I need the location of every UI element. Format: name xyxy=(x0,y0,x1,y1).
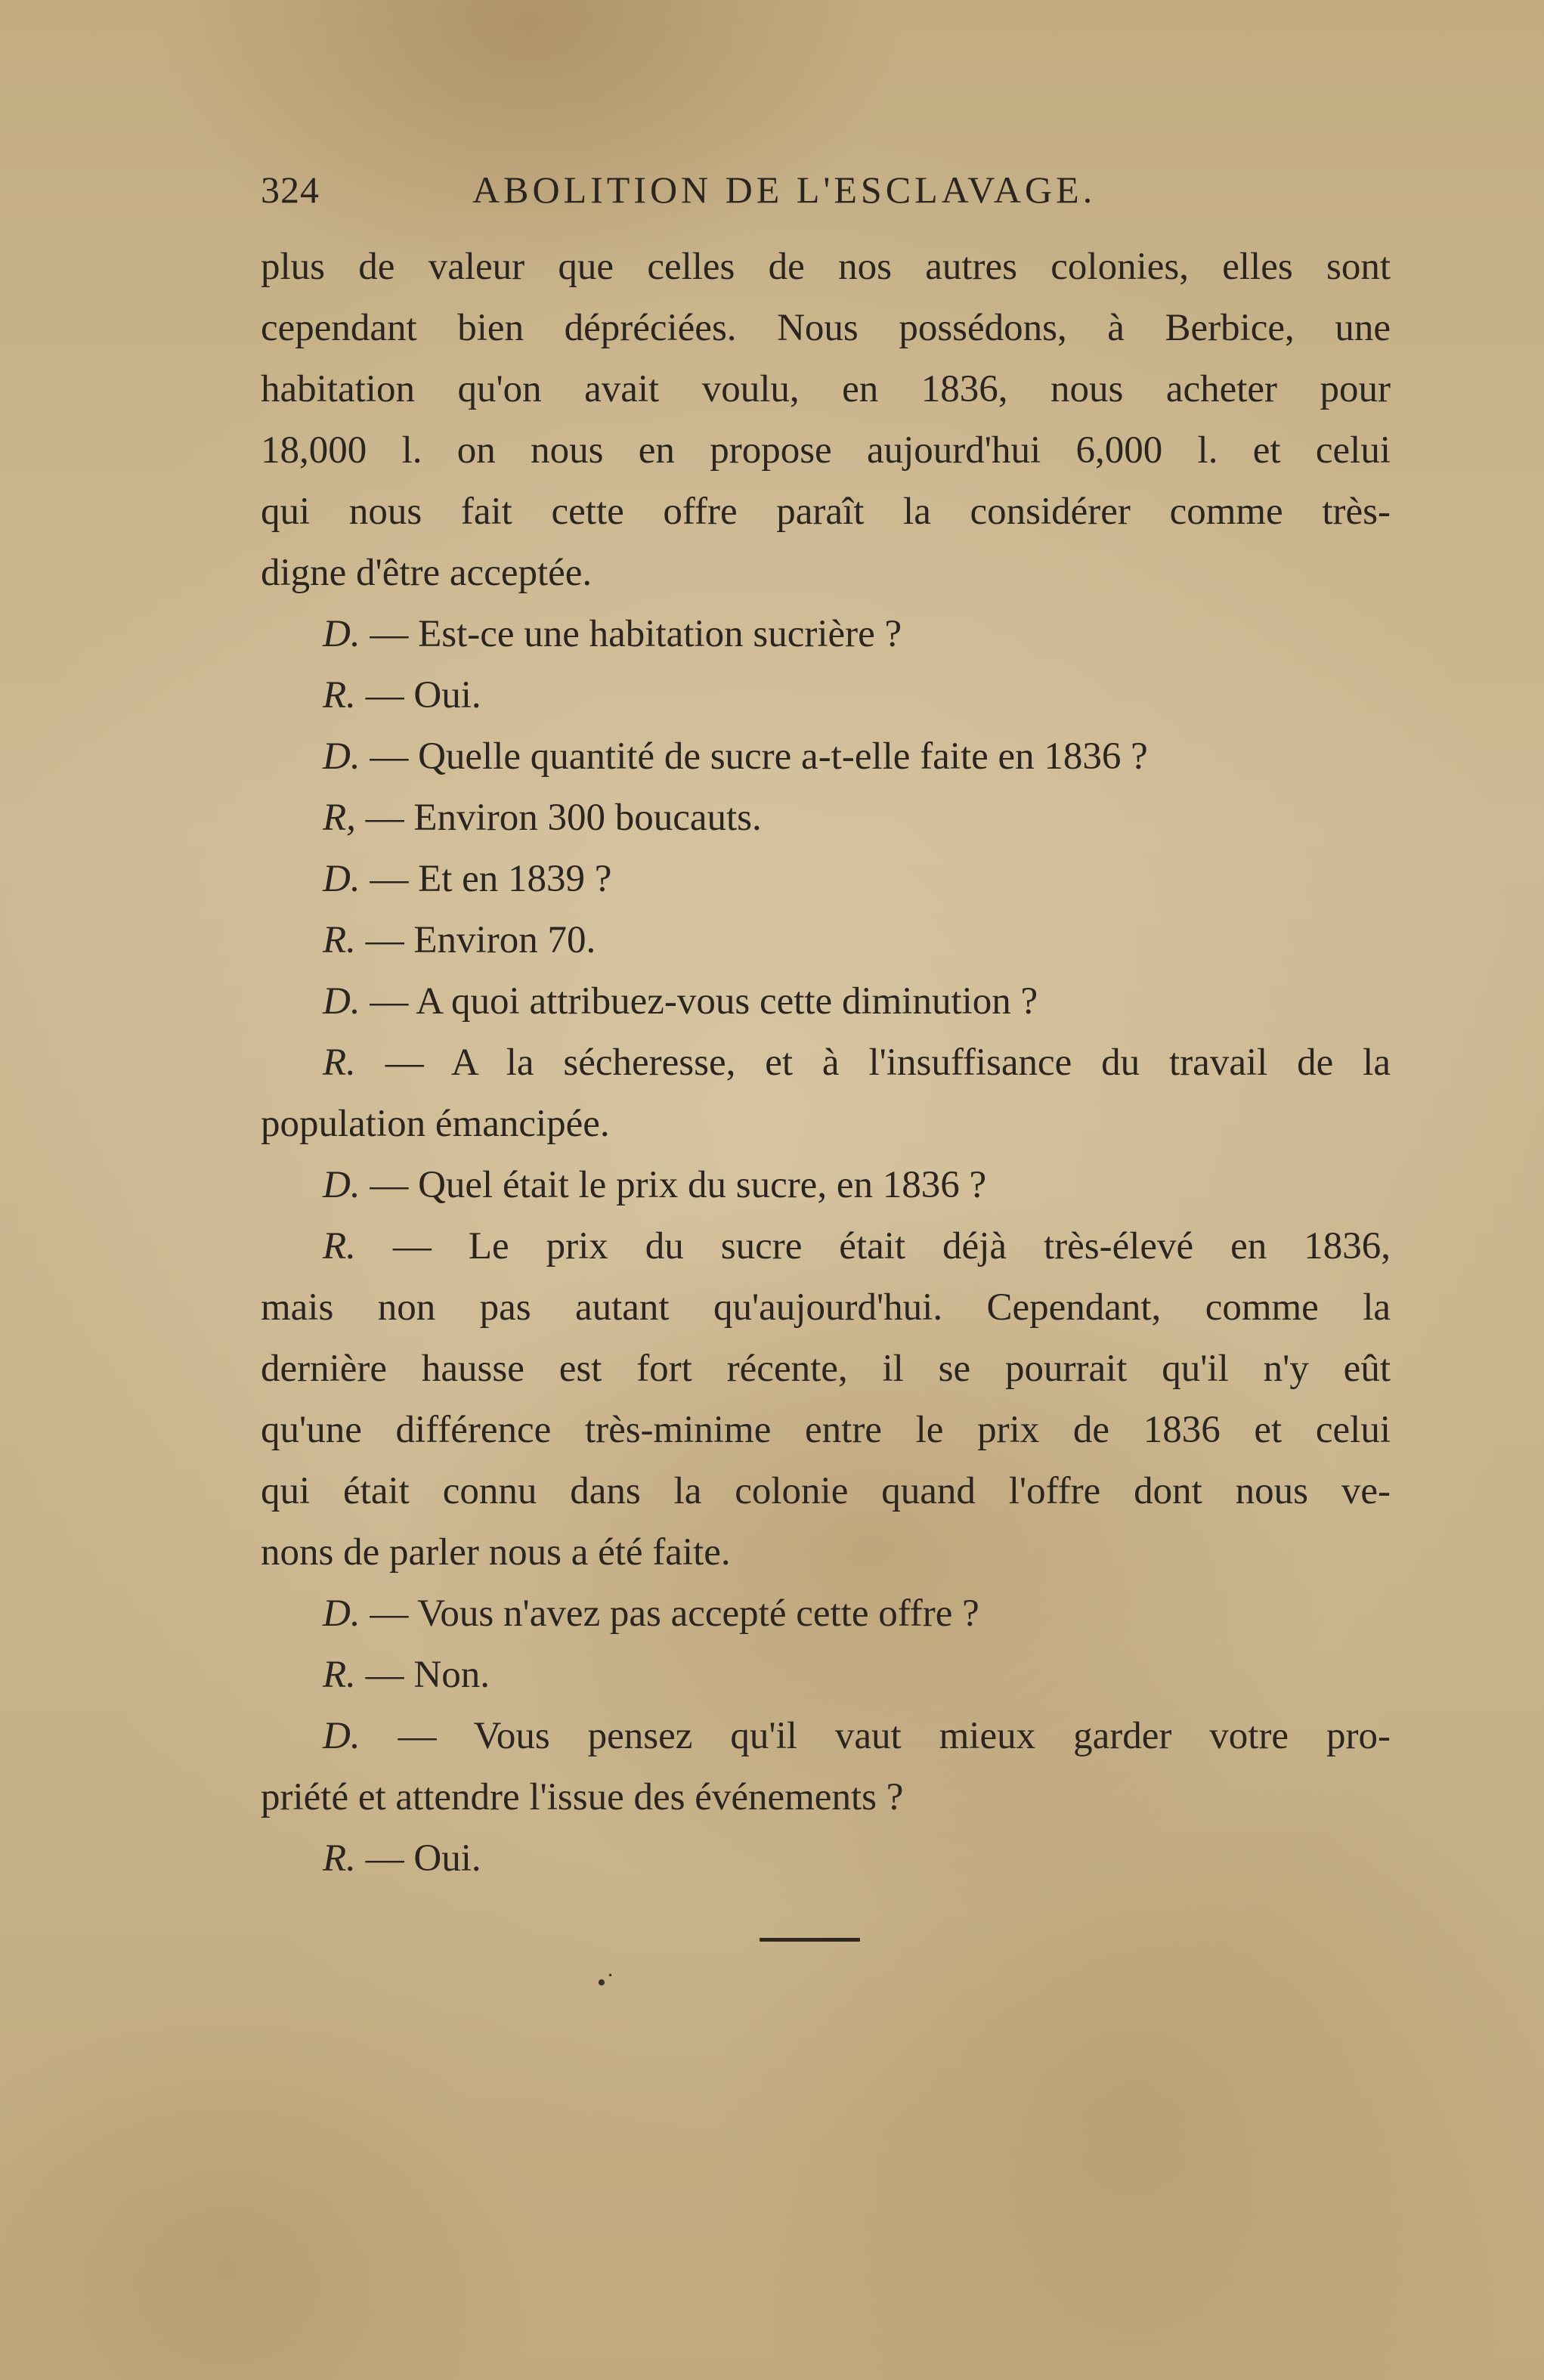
dialogue-line xyxy=(261,1828,1391,1889)
dialogue-text: — Quel était le prix du sucre, en 1836 ? xyxy=(370,1164,987,1206)
dialogue-line xyxy=(261,1155,1391,1216)
dialogue-text: — Non. xyxy=(365,1654,490,1696)
text-line: mais non pas autant qu'aujourd'hui. Cependant, comme la xyxy=(261,1286,1391,1329)
dialogue-text: — Environ 70. xyxy=(365,919,596,961)
section-end-rule xyxy=(760,1938,860,1942)
dialogue-line xyxy=(261,849,1391,910)
dialogue-line xyxy=(261,1645,1391,1706)
speaker-label: R. xyxy=(323,1837,356,1880)
speaker-label: D. xyxy=(323,980,360,1023)
speaker-label: D. xyxy=(323,1164,360,1206)
dialogue-line xyxy=(261,604,1391,665)
dialogue-text: — Vous n'avez pas accepté cette offre ? xyxy=(370,1592,979,1635)
speaker-label: D. xyxy=(323,1715,360,1757)
dialogue-line xyxy=(261,788,1391,849)
dialogue-line xyxy=(261,1706,1391,1767)
text-line: priété et attendre l'issue des événements ? xyxy=(261,1776,904,1818)
text-line: digne d'être acceptée. xyxy=(261,552,593,594)
dialogue-text: — Est-ce une habitation sucrière ? xyxy=(370,613,902,655)
dialogue-text: — Oui. xyxy=(365,1837,481,1880)
text-line: 18,000 l. on nous en propose aujourd'hui 6,000 l. et celui xyxy=(261,429,1391,472)
dialogue-text: — A quoi attribuez-vous cette diminution ? xyxy=(370,980,1038,1023)
speaker-label: R, xyxy=(323,797,356,839)
text-line: cependant bien dépréciées. Nous possédons, à Berbice, une xyxy=(261,307,1391,349)
page-number: 324 xyxy=(261,169,320,211)
dialogue-text: — Quelle quantité de sucre a-t-elle faite en 1836 ? xyxy=(370,735,1148,778)
text-line: population émancipée. xyxy=(261,1103,610,1145)
dialogue-line xyxy=(261,726,1391,788)
dialogue-line xyxy=(261,1032,1391,1094)
dialogue-text: — Et en 1839 ? xyxy=(370,858,612,900)
dialogue-text: — Le prix du sucre était déjà très-élevé en 1836, xyxy=(392,1225,1391,1267)
speaker-label: D. xyxy=(323,858,360,900)
speaker-label: D. xyxy=(323,735,360,778)
dialogue-line xyxy=(261,665,1391,726)
ink-speck-ornament: •˙ xyxy=(597,1969,615,1997)
text-line: nons de parler nous a été faite. xyxy=(261,1531,731,1574)
speaker-label: R. xyxy=(323,1654,356,1696)
dialogue-text: — Oui. xyxy=(365,674,481,716)
dialogue-text: — A la sécheresse, et à l'insuffisance du travail de la xyxy=(385,1041,1391,1084)
speaker-label: R. xyxy=(323,919,356,961)
speaker-label: R. xyxy=(323,674,356,716)
dialogue-line xyxy=(261,971,1391,1032)
speaker-label: D. xyxy=(323,613,360,655)
dialogue-text: — Vous pensez qu'il vaut mieux garder votre pro- xyxy=(398,1715,1391,1757)
dialogue-line xyxy=(261,1583,1391,1645)
dialogue-text: — Environ 300 boucauts. xyxy=(365,797,762,839)
page-header xyxy=(261,168,1175,221)
running-title: ABOLITION DE L'ESCLAVAGE. xyxy=(472,169,1097,211)
text-line: qu'une différence très-minime entre le prix de 1836 et celui xyxy=(261,1409,1391,1451)
text-line: habitation qu'on avait voulu, en 1836, nous acheter pour xyxy=(261,368,1391,410)
text-line: plus de valeur que celles de nos autres colonies, elles sont xyxy=(261,246,1391,288)
text-line: dernière hausse est fort récente, il se pourrait qu'il n'y eût xyxy=(261,1348,1391,1390)
speaker-label: R. xyxy=(323,1225,356,1267)
dialogue-line xyxy=(261,910,1391,971)
speaker-label: D. xyxy=(323,1592,360,1635)
body-text xyxy=(261,237,1391,1889)
speaker-label: R. xyxy=(323,1041,356,1084)
text-line: qui était connu dans la colonie quand l'offre dont nous ve- xyxy=(261,1470,1391,1512)
dialogue-line xyxy=(261,1216,1391,1277)
text-line: qui nous fait cette offre paraît la considérer comme très- xyxy=(261,491,1391,533)
